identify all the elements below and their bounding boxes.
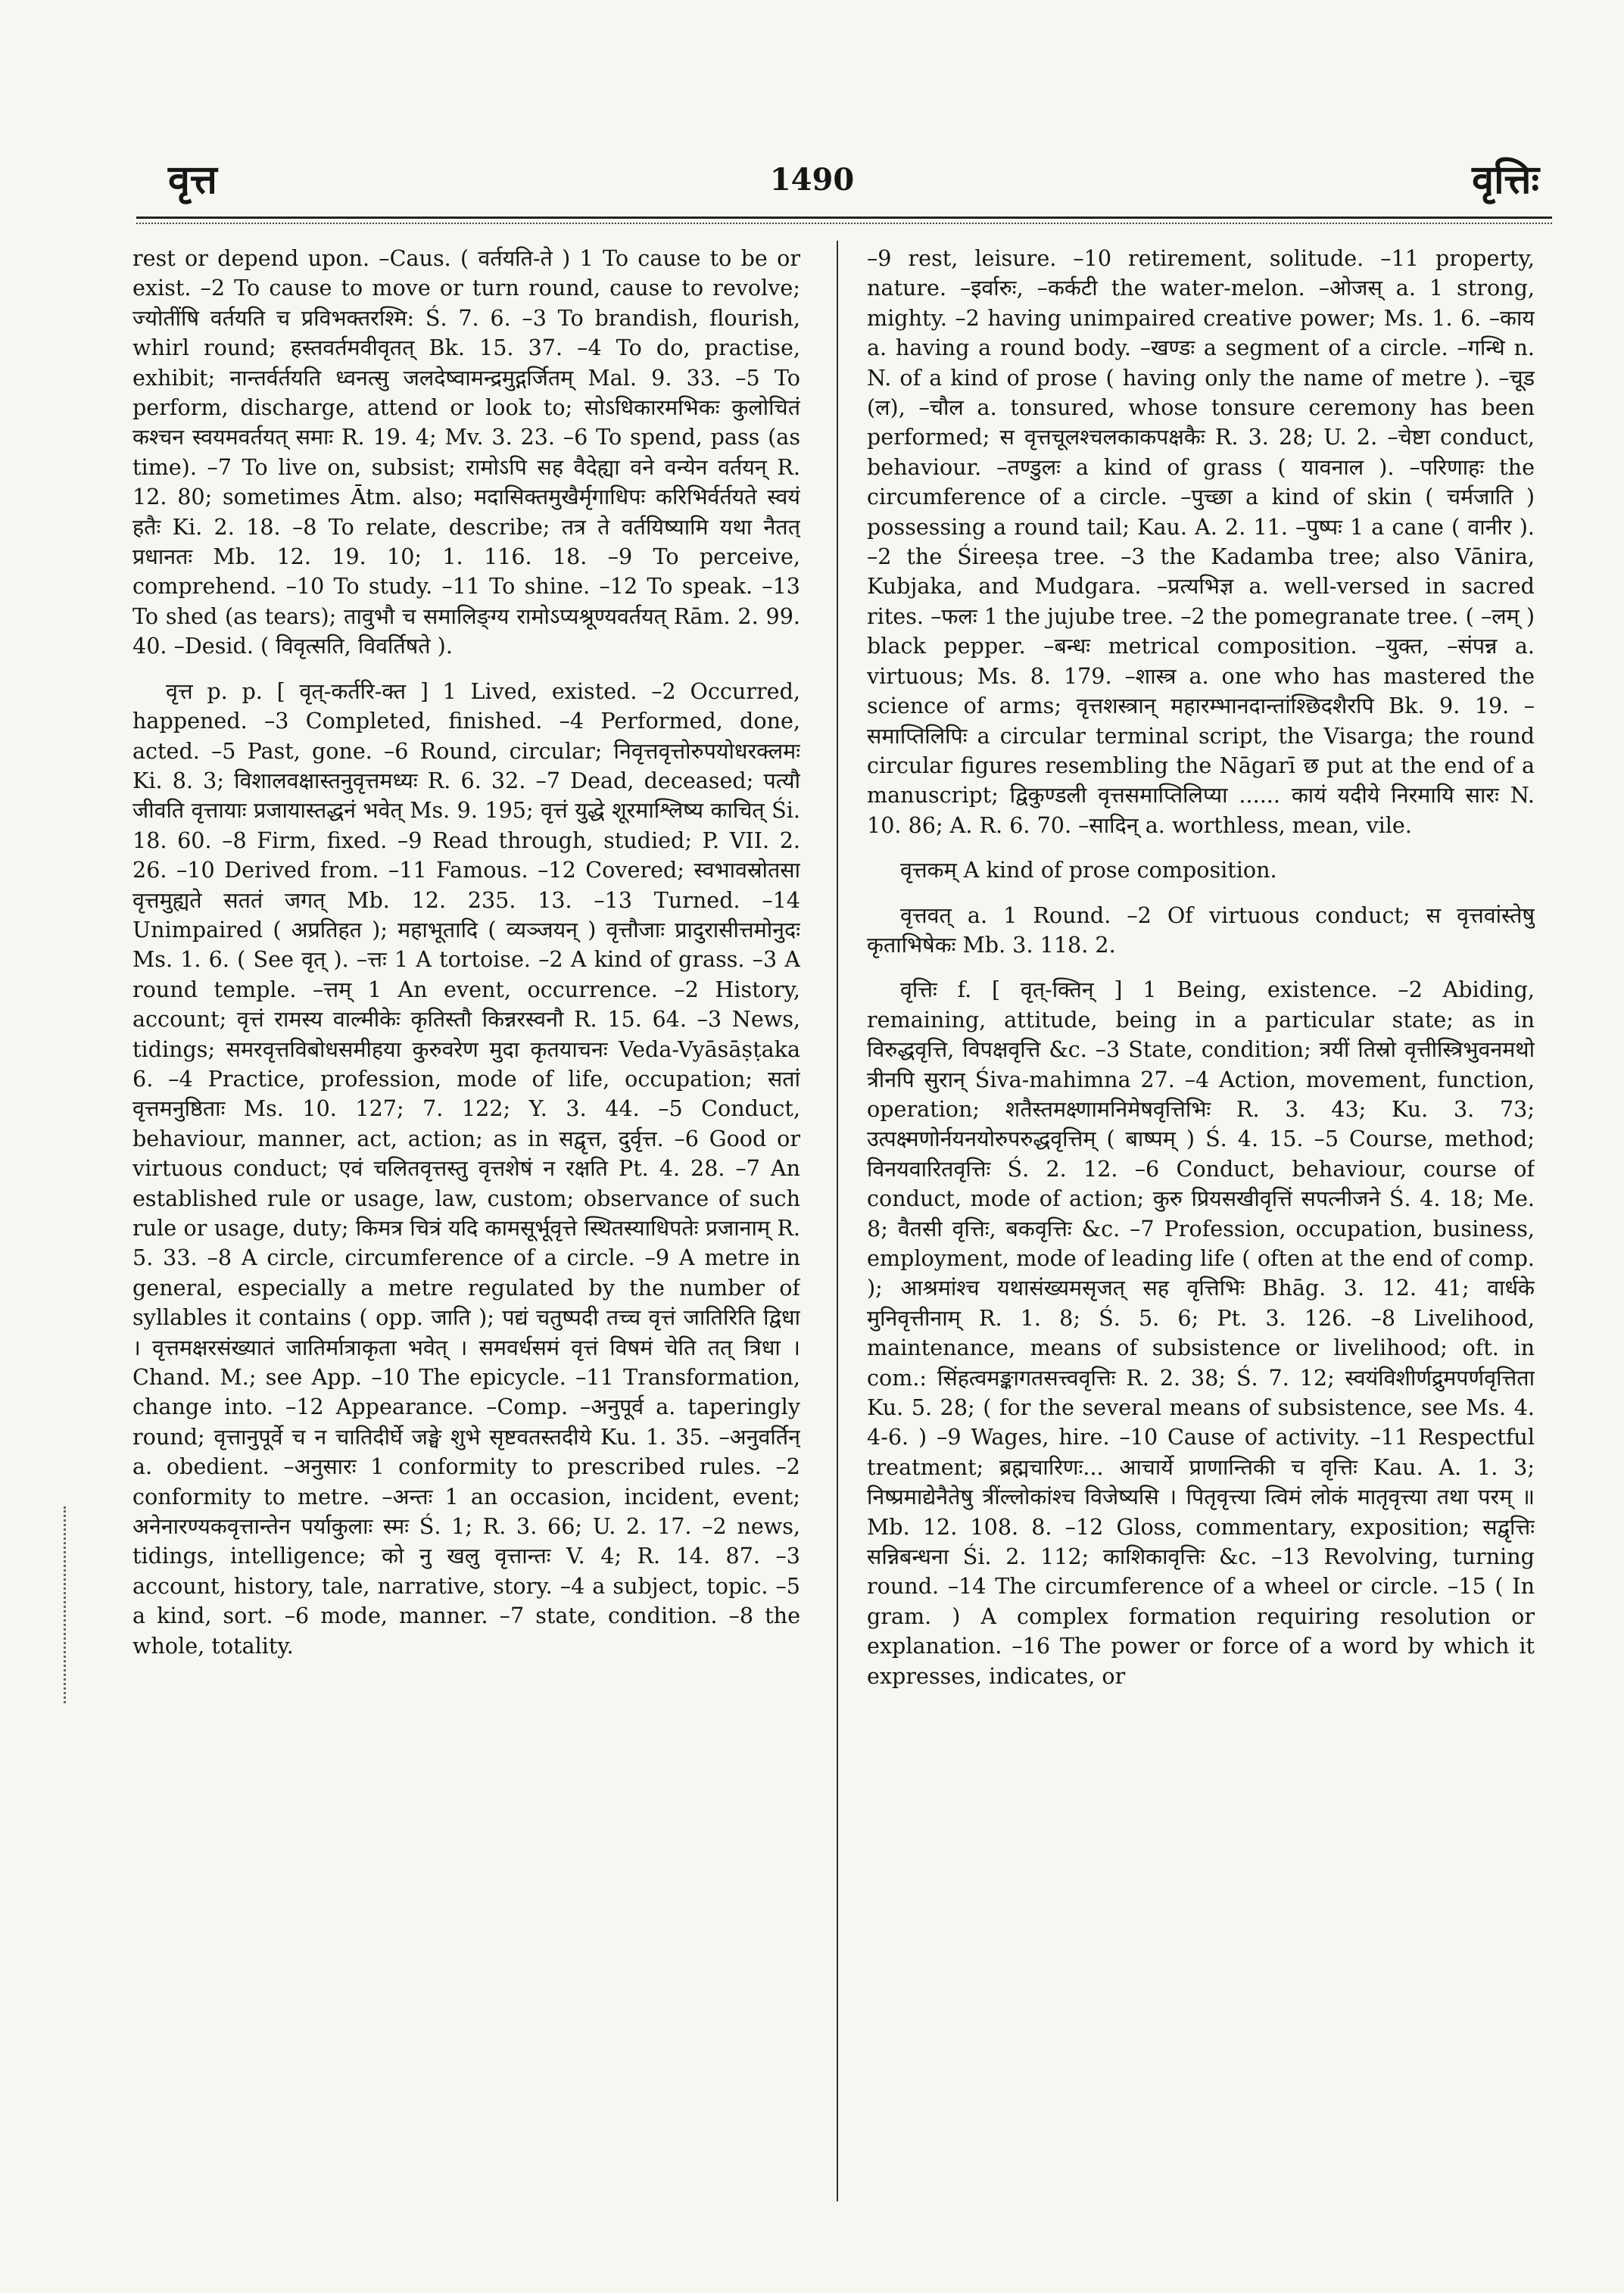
running-head-left: वृत्त: [168, 157, 217, 203]
entry-paragraph: rest or depend upon. –Caus. ( वर्तयति-ते ) 1 To cause to be or exist. –2 To cause to move or turn round, cause to revolve; ज्योतींषि वर्तयति च प्रविभक्तरश्मि: Ś. 7. 6. –3 To brandish, flourish, whirl round; हस्तवर्तमवीवृतत् Bk. 15. 37. –4 To do, practise, exhibit; नान्तर्वर्तयति ध्वनत्सु जलदेष्वामन्द्रमुद्गर्जितम् Mal. 9. 33. –5 To perform, discharge, attend or look to; सोऽधिकारमभिकः कुलोचितं कश्चन स्वयमवर्तयत् समाः R. 19. 4; Mv. 3. 23. –6 To spend, pass (as time). –7 To live on, subsist; रामोऽपि सह वैदेह्या वने वन्येन वर्तयन् R. 12. 80; sometimes Ātm. also; मदासिक्तमुखैर्मृगाधिपः करिभिर्वर्तयते स्वयं हतैः Ki. 2. 18. –8 To relate, describe; तत्र ते वर्तयिष्यामि यथा नैतत् प्रधानतः Mb. 12. 19. 10; 1. 116. 18. –9 To perceive, comprehend. –10 To study. –11 To shine. –12 To speak. –13 To shed (as tears); तावुभौ च समालिङ्ग्य रामोऽप्यश्रूण्यवर्तयत् Rām. 2. 99. 40. –Desid. ( विवृत्सति, विवर्तिषते ).: [132, 245, 800, 659]
margin-binding-marks: [64, 1506, 66, 1703]
header-rule: [136, 217, 1552, 219]
right-column: [867, 244, 1535, 2212]
entry-paragraph: वृत्तवत् a. 1 Round. –2 Of virtuous conduct; स वृत्तवांस्तेषु कृताभिषेकः Mb. 3. 118. 2.: [867, 902, 1535, 958]
column-divider: [837, 241, 838, 2201]
page-number: 1490: [769, 162, 855, 198]
header-rule-dotted: [136, 223, 1552, 224]
entry-paragraph: वृत्तिः f. [ वृत्-क्तिन् ] 1 Being, existence. –2 Abiding, remaining, attitude, being in a particular state; as in विरुद्धवृत्ति, विपक्षवृत्ति &c. –3 State, condition; त्रयीं तिस्रो वृत्तीस्त्रिभुवनमथो त्रीनपि सुरान् Śiva-mahimna 27. –4 Action, movement, function, operation; शतैस्तमक्ष्णामनिमेषवृत्तिभिः R. 3. 43; Ku. 3. 73; उत्पक्ष्मणोर्नयनयोरुपरुद्धवृत्तिम् ( बाष्पम् ) Ś. 4. 15. –5 Course, method; विनयवारितवृत्तिः Ś. 2. 12. –6 Conduct, behaviour, course of conduct, mode of action; कुरु प्रियसखीवृत्तिं सपत्नीजने Ś. 4. 18; Me. 8; वैतसी वृत्तिः, बकवृत्तिः &c. –7 Profession, occupation, business, employment, mode of leading life ( often at the end of comp. ); आश्रमांश्च यथासंख्यमसृजत् सह वृत्तिभिः Bhāg. 3. 12. 41; वार्धके मुनिवृत्तीनाम् R. 1. 8; Ś. 5. 6; Pt. 3. 126. –8 Livelihood, maintenance, means of subsistence or livelihood; oft. in com.: सिंहत्वमङ्कागतसत्त्ववृत्तिः R. 2. 38; Ś. 7. 12; स्वयंविशीर्णद्रुमपर्णवृत्तिता Ku. 5. 28; ( for the several means of subsistence, see Ms. 4. 4-6. ) –9 Wages, hire. –10 Cause of activity. –11 Respectful treatment; ब्रह्मचारिणः... आचार्ये प्राणान्तिकी च वृत्तिः Kau. A. 1. 3; निष्प्रमाद्येनैतेषु त्रींल्लोकांश्च विजेष्यसि । पितृवृत्त्या त्विमं लोकं मातृवृत्त्या तथा परम् ॥ Mb. 12. 108. 8. –12 Gloss, commentary, exposition; सद्वृत्तिः सन्निबन्धना Śi. 2. 112; काशिकावृत्तिः &c. –13 Revolving, turning round. –14 The circumference of a wheel or circle. –15 ( In gram. ) A complex formation requiring resolution or explanation. –16 The power or force of a word by which it expresses, indicates, or: [867, 977, 1535, 1689]
entry-paragraph: –9 rest, leisure. –10 retirement, solitude. –11 property, nature. –इर्वारुः, –कर्कटी the water-melon. –ओजस् a. 1 strong, mighty. –2 having unimpaired creative power; Ms. 1. 6. –काय a. having a round body. –खण्डः a segment of a circle. –गन्धि n. N. of a kind of prose ( having only the name of metre ). –चूड (ल), –चौल a. tonsured, whose tonsure ceremony has been performed; स वृत्तचूलश्चलकाकपक्षकैः R. 3. 28; U. 2. –चेष्टा conduct, behaviour. –तण्डुलः a kind of grass ( यावनाल ). –परिणाहः the circumference of a circle. –पुच्छा a kind of skin ( चर्मजाति ) possessing a round tail; Kau. A. 2. 11. –पुष्पः 1 a cane ( वानीर ). –2 the Śireeṣa tree. –3 the Kadamba tree; also Vānira, Kubjaka, and Mudgara. –प्रत्यभिज्ञ a. well-versed in sacred rites. –फलः 1 the jujube tree. –2 the pomegranate tree. ( –लम् ) black pepper. –बन्धः metrical composition. –युक्त, –संपन्न a. virtuous; Ms. 8. 179. –शास्त्र a. one who has mastered the science of arms; वृत्तशस्त्रान् महारम्भानदान्तांश्छिदशैरपि Bk. 9. 19. –समाप्तिलिपिः a circular terminal script, the Visarga; the round circular figures resembling the Nāgarī छ put at the end of a manuscript; द्विकुण्डली वृत्तसमाप्तिलिप्या ...... कायं यदीये निरमायि सारः N. 10. 86; A. R. 6. 70. –सादिन् a. worthless, mean, vile.: [867, 245, 1535, 838]
entry-paragraph: वृत्त p. p. [ वृत्-कर्तरि-क्त ] 1 Lived, existed. –2 Occurred, happened. –3 Completed, finished. –4 Performed, done, acted. –5 Past, gone. –6 Round, circular; निवृत्तवृत्तोरुपयोधरक्लमः Ki. 8. 3; विशालवक्षास्तनुवृत्तमध्यः R. 6. 32. –7 Dead, deceased; पत्यौ जीवति वृत्तायाः प्रजायास्तद्धनं भवेत् Ms. 9. 195; वृत्तं युद्धे शूरमाश्लिष्य काचित् Śi. 18. 60. –8 Firm, fixed. –9 Read through, studied; P. VII. 2. 26. –10 Derived from. –11 Famous. –12 Covered; स्वभावस्रोतसा वृत्तमुह्यते सततं जगत् Mb. 12. 235. 13. –13 Turned. –14 Unimpaired ( अप्रतिहत ); महाभूतादि ( व्यञ्जयन् ) वृत्तौजाः प्रादुरासीत्तमोनुदः Ms. 1. 6. ( See वृत् ). –त्तः 1 A tortoise. –2 A kind of grass. –3 A round temple. –त्तम् 1 An event, occurrence. –2 History, account; वृत्तं रामस्य वाल्मीकेः कृतिस्तौ किन्नरस्वनौ R. 15. 64. –3 News, tidings; समरवृत्तविबोधसमीहया कुरुवरेण मुदा कृतयाचनः Veda-Vyāsāṣṭaka 6. –4 Practice, profession, mode of life, occupation; सतां वृत्तमनुष्ठिताः Ms. 10. 127; 7. 122; Y. 3. 44. –5 Conduct, behaviour, manner, act, action; as in सद्वृत्त, दुर्वृत्त. –6 Good or virtuous conduct; एवं चलितवृत्तस्तु वृत्तशेषं न रक्षति Pt. 4. 28. –7 An established rule or usage, law, custom; observance of such rule or usage, duty; किमत्र चित्रं यदि कामसूर्भूवृत्ते स्थितस्याधिपतेः प्रजानाम् R. 5. 33. –8 A circle, circumference of a circle. –9 A metre in general, especially a metre regulated by the number of syllables it contains ( opp. जाति ); पद्यं चतुष्पदी तच्च वृत्तं जातिरिति द्विधा । वृत्तमक्षरसंख्यातं जातिर्मात्राकृता भवेत् । समवर्धसमं वृत्तं विषमं चेति तत् त्रिधा । Chand. M.; see App. –10 The epicycle. –11 Transformation, change into. –12 Appearance. –Comp. –अनुपूर्व a. taperingly round; वृत्तानुपूर्वे च न चातिदीर्घे जङ्घे शुभे सृष्टवतस्तदीये Ku. 1. 35. –अनुवर्तिन् a. obedient. –अनुसारः 1 conformity to prescribed rules. –2 conformity to metre. –अन्तः 1 an occasion, incident, event; अनेनारण्यकवृत्तान्तेन पर्याकुलाः स्मः Ś. 1; R. 3. 66; U. 2. 17. –2 news, tidings, intelligence; को नु खलु वृत्तान्तः V. 4; R. 14. 87. –3 account, history, tale, narrative, story. –4 a subject, topic. –5 a kind, sort. –6 mode, manner. –7 state, condition. –8 the whole, totality.: [132, 678, 800, 1659]
running-head-right: वृत्तिः: [1472, 157, 1539, 203]
entry-paragraph: वृत्तकम् A kind of prose composition.: [900, 857, 1277, 883]
left-column: [132, 244, 800, 2212]
